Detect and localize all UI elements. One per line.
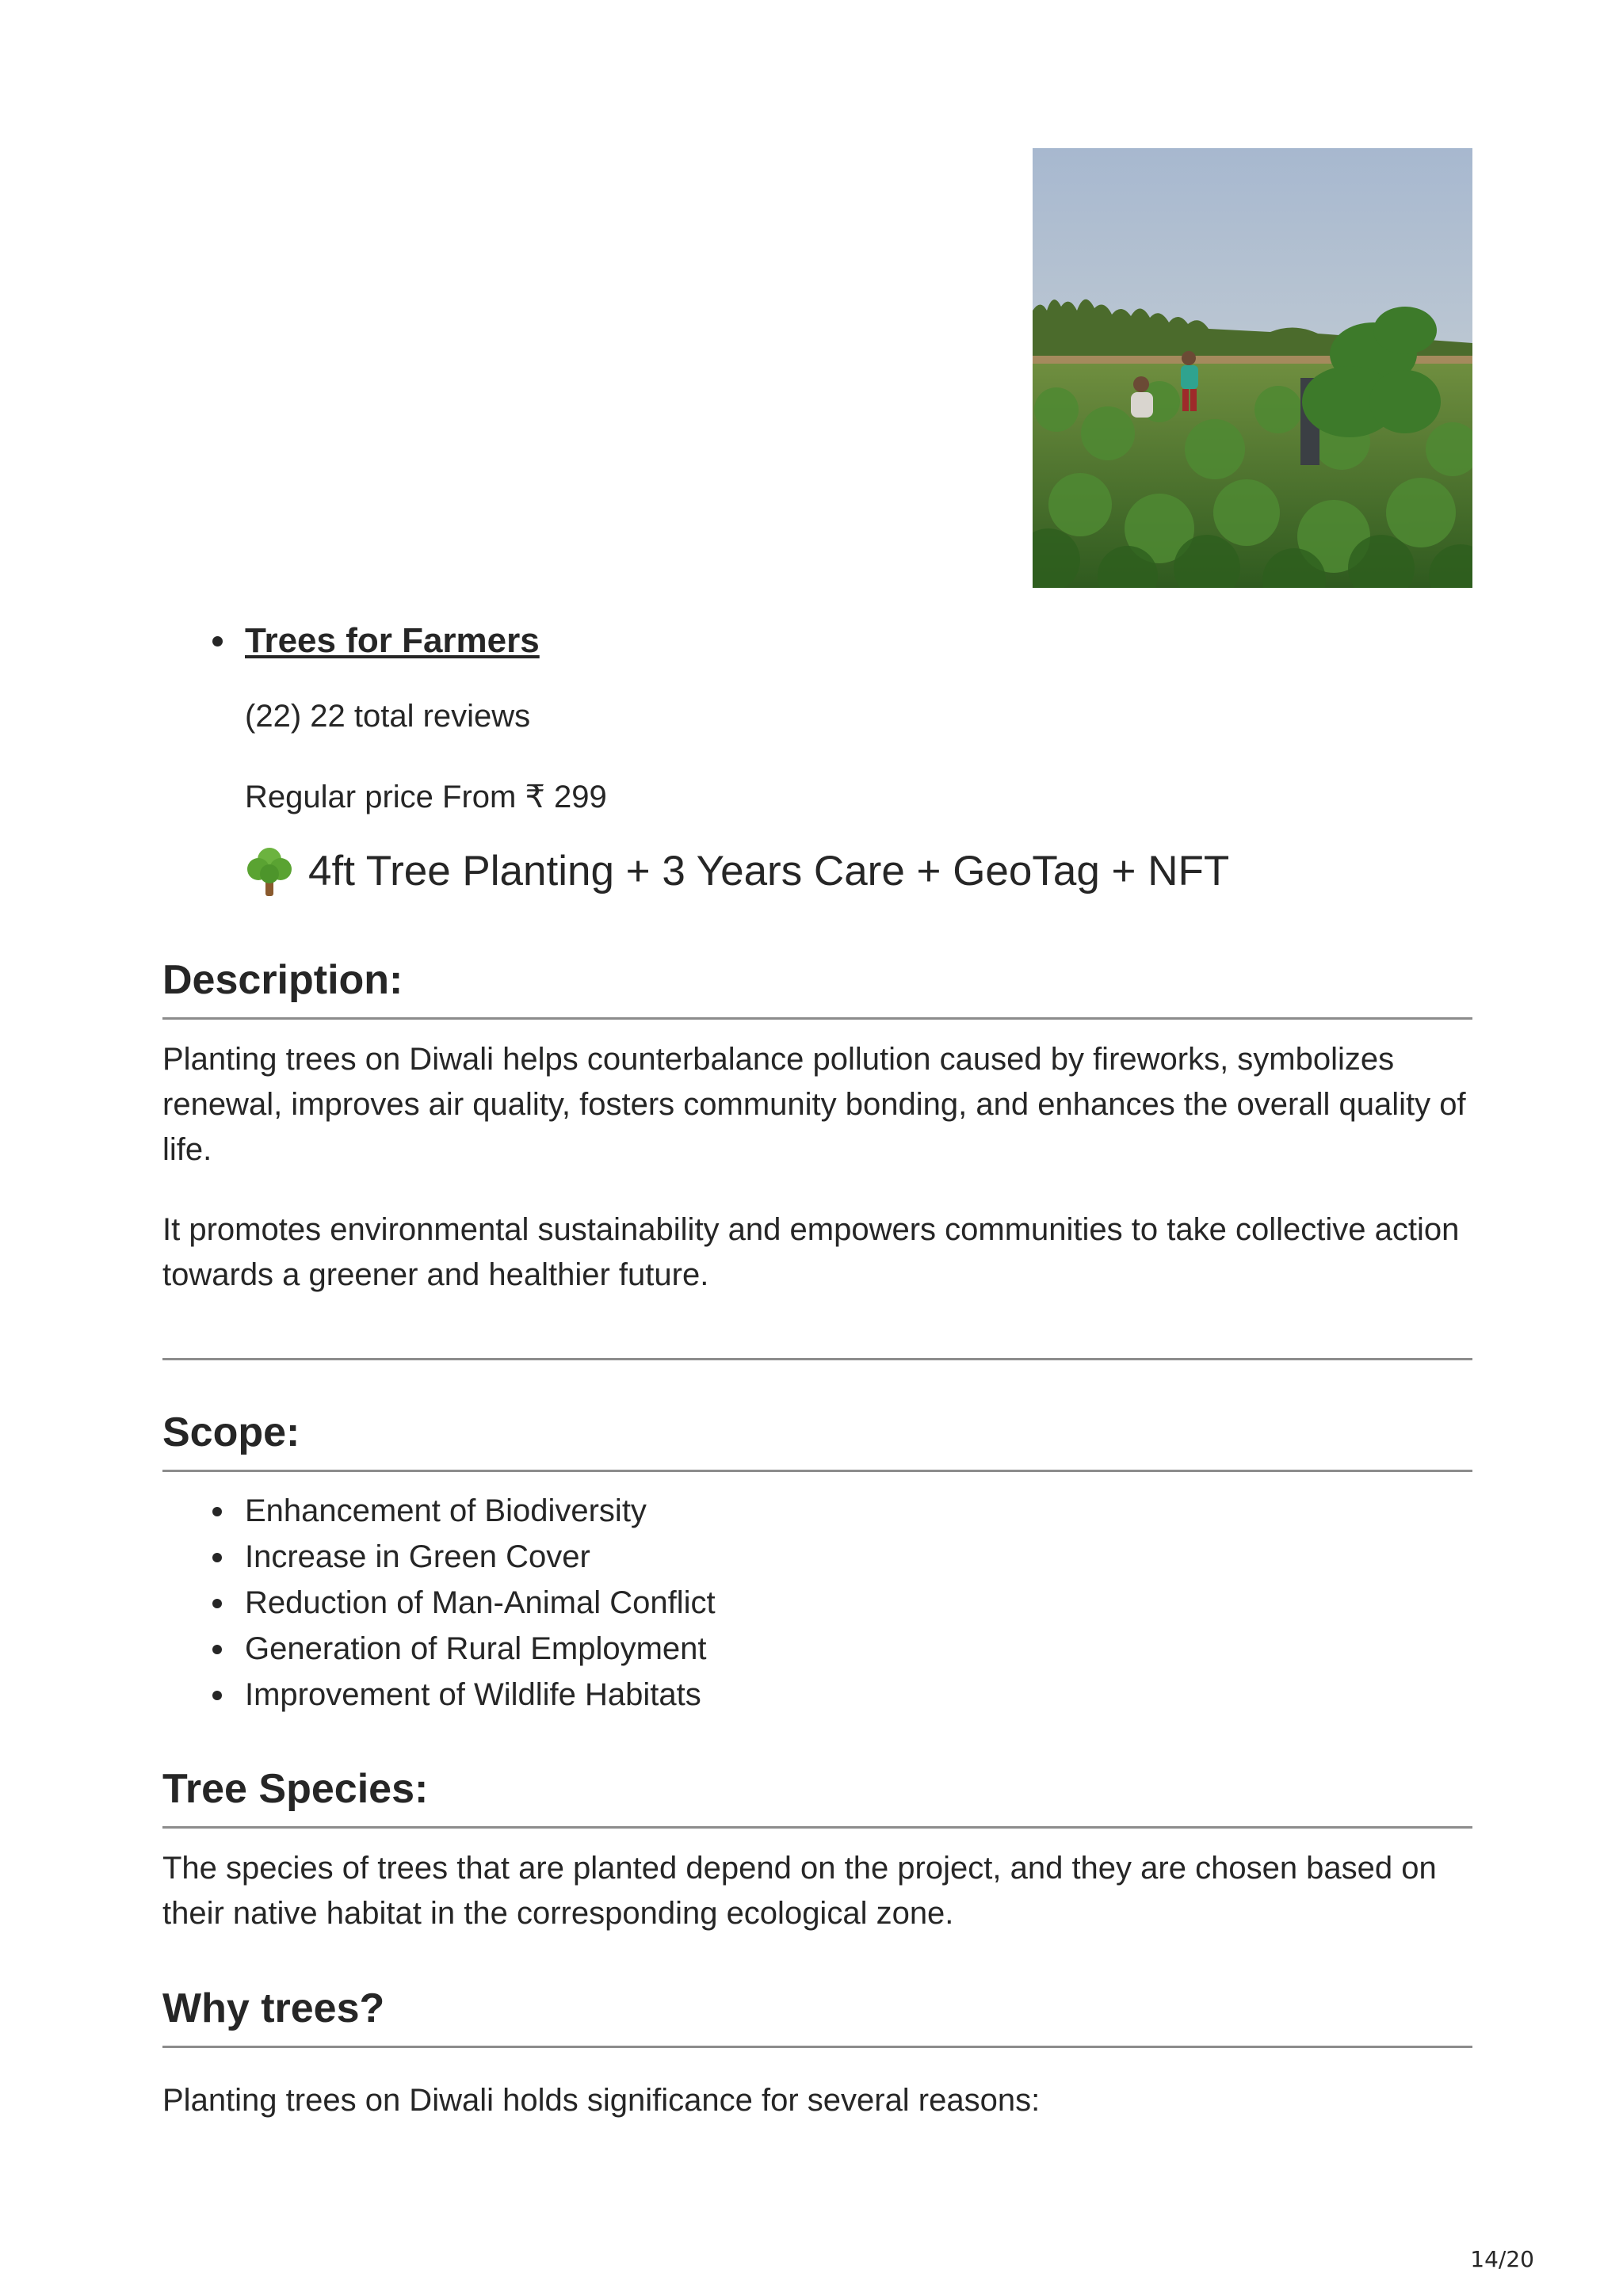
why-paragraph: Planting trees on Diwali holds significance for several reasons:: [162, 2083, 1041, 2118]
scope-heading: Scope:: [162, 1409, 300, 1455]
farm-photo-image: [1033, 148, 1472, 588]
scope-section: [162, 1405, 1472, 1718]
product-photo[interactable]: [1033, 148, 1472, 588]
description-heading: Description:: [162, 957, 403, 1003]
heading-divider: [162, 1470, 1472, 1472]
product-headline: [162, 843, 1472, 900]
deciduous-tree-icon: [245, 845, 294, 898]
list-item: Reduction of Man-Animal Conflict: [162, 1580, 1472, 1626]
product-title-link[interactable]: Trees for Farmers: [245, 621, 540, 660]
species-section: [162, 1761, 1472, 1936]
product-reviews: (22) 22 total reviews: [245, 699, 531, 734]
list-item: Improvement of Wildlife Habitats: [162, 1672, 1472, 1718]
list-item: Enhancement of Biodiversity: [162, 1488, 1472, 1534]
description-section: [162, 952, 1472, 1298]
description-paragraph-2: It promotes environmental sustainability and empowers communities to take collective action towards a greener and healthier future.: [162, 1212, 1460, 1292]
heading-divider: [162, 1826, 1472, 1829]
why-heading: Why trees?: [162, 1985, 385, 2031]
product-headline-text: 4ft Tree Planting + 3 Years Care + GeoTag + NFT: [308, 848, 1230, 894]
product-title-row: [162, 615, 1472, 667]
description-paragraph-1: Planting trees on Diwali helps counterbalance pollution caused by fireworks, symbolizes renewal, improves air quality, fosters community bonding, and enhances the overall quality of life.: [162, 1042, 1466, 1167]
list-item: Generation of Rural Employment: [162, 1626, 1472, 1672]
why-section: [162, 1981, 1472, 2123]
list-item: Increase in Green Cover: [162, 1534, 1472, 1580]
heading-divider: [162, 2046, 1472, 2048]
species-heading: Tree Species:: [162, 1766, 429, 1812]
section-divider: [162, 1358, 1472, 1360]
product-price: Regular price From ₹ 299: [245, 780, 607, 814]
heading-divider: [162, 1017, 1472, 1020]
page-number: 14/20: [1470, 2246, 1534, 2272]
scope-list: [162, 1488, 1472, 1718]
product-item: [162, 615, 1472, 900]
species-paragraph: The species of trees that are planted depend on the project, and they are chosen based on their native habitat in the corresponding ecological zone.: [162, 1851, 1437, 1931]
list-bullet: [212, 636, 223, 646]
